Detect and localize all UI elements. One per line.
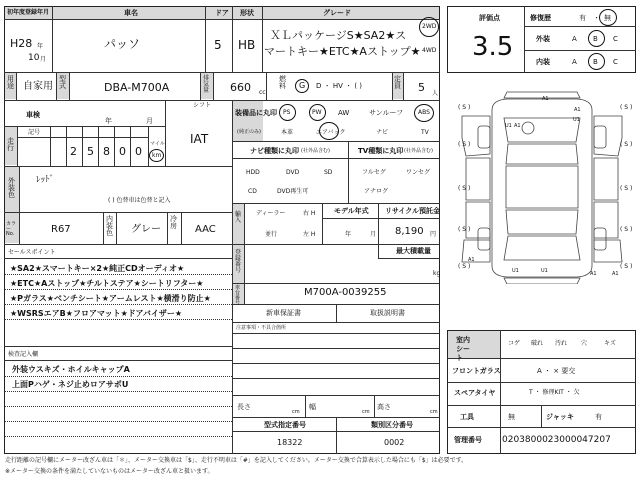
dim-height: 高さ	[377, 403, 391, 411]
selling-point: ★Pガラス★ベンチシート★アームレスト★横滑り防止★	[10, 294, 211, 303]
spare-tire-label: スペアタイヤ	[454, 389, 496, 397]
navi-hdd: HDD	[246, 169, 260, 176]
ac-value: AAC	[195, 224, 216, 235]
dim-length: 長さ	[237, 403, 251, 411]
damage-mark: A1	[574, 107, 581, 113]
fuel-value: G	[299, 81, 306, 90]
model-value: DBA-M700A	[104, 81, 170, 94]
door-count: 5	[214, 38, 222, 52]
tv-analog: アナログ	[364, 188, 389, 195]
mileage-digit: 0	[119, 145, 126, 158]
interior-item: キズ	[604, 340, 616, 347]
model-year-month: 月	[370, 231, 377, 238]
dim-height-unit: cm	[430, 409, 438, 415]
mileage-digit: 8	[103, 145, 110, 158]
ac-label: 冷房	[170, 215, 177, 230]
reg-year-suffix: 年	[37, 43, 44, 50]
inspector-note: 上面Pハゲ・ネジ止めロアサポU	[12, 380, 129, 389]
reg-month-suffix: 月	[40, 56, 47, 63]
ext-grade-b: B	[593, 35, 598, 43]
tv-label: TV種類に丸印	[358, 147, 404, 155]
repair-no: 無	[604, 14, 611, 22]
diagram-side-mark: ( S )	[458, 141, 471, 148]
equip-leather: 本革	[281, 129, 294, 136]
selling-point: ★WSRSエアB★フロアマット★ドアバイザー★	[10, 309, 183, 318]
interior-item: 汚れ	[555, 340, 568, 347]
category-value: 0002	[384, 438, 405, 447]
diagram-side-mark: ( S )	[458, 226, 471, 233]
navi-dvd: DVD	[286, 169, 300, 176]
capacity-value: 5	[418, 81, 425, 94]
import-left: 左 H	[303, 231, 316, 238]
footer-note: ※メーター交換の条件を満たしていないものはメーター改ざん車と扱います。	[5, 468, 214, 475]
doc-manual: 取扱説明書	[370, 309, 405, 317]
navi-sublabel: (社外品含む)	[301, 148, 330, 154]
equip-tv: TV	[421, 129, 429, 136]
car-name: パッソ	[104, 37, 141, 51]
mileage-label: 走行	[7, 137, 14, 152]
body-shape: HB	[238, 38, 256, 52]
color-code-value: R67	[51, 224, 71, 235]
equip-navi: ナビ	[376, 129, 389, 136]
import-label: 輸入	[235, 211, 242, 224]
damage-mark: U1	[573, 117, 580, 123]
notes-label: 注意事項・不具合箇所	[236, 325, 287, 331]
grade-line1: ＸＬパッケージS★SA2★ス	[270, 29, 407, 42]
mileage-km: km	[152, 152, 162, 159]
model-year-year: 年	[345, 231, 352, 238]
grade-label: グレード	[323, 9, 351, 17]
ext-grade-c: C	[613, 35, 618, 43]
diagram-side-mark: ( S )	[458, 263, 471, 270]
designation-label: 型式指定番号	[264, 421, 306, 429]
interior-item: 穴	[581, 340, 588, 347]
selling-points-label: セールスポイント	[8, 249, 56, 256]
damage-mark: A1	[514, 123, 521, 129]
front-glass-label: フロントガラス	[452, 367, 501, 375]
mgmt-label: 管理番号	[454, 436, 482, 444]
damage-mark: A1	[590, 271, 597, 277]
selling-point: ★ETC★Aストップ★チルトステア★シートリフター★	[10, 279, 204, 288]
color-code-label: カラーNo.	[6, 221, 17, 237]
damage-mark: A1	[542, 96, 549, 102]
selling-point: ★SA2★スマートキー×2★純正CDオーディオ★	[10, 264, 185, 273]
damage-mark: A1	[612, 271, 619, 277]
damage-mark: A1	[468, 257, 475, 263]
shift-value: IAT	[190, 132, 209, 146]
ext-grade-a: A	[572, 35, 577, 43]
navi-label: ナビ種類に丸印	[250, 147, 299, 155]
fuel-label: 燃料	[279, 75, 286, 90]
diagram-side-mark: ( S )	[620, 104, 633, 111]
dim-width-unit: cm	[362, 409, 370, 415]
car-name-label: 車名	[124, 9, 138, 17]
car-damage-diagram	[452, 88, 632, 284]
shift-label: シフト	[193, 102, 212, 109]
equip-sunroof: サンルーフ	[369, 109, 404, 117]
import-right: 右 H	[303, 210, 316, 217]
exterior-value: ﾚｯﾄﾞ	[36, 175, 55, 185]
navi-sd: SD	[324, 169, 333, 176]
capacity-unit: 人	[432, 90, 439, 97]
tv-fullseg: フルセグ	[362, 169, 386, 176]
interior-seat-label: 室内シート	[456, 336, 470, 363]
score-value: 3.5	[472, 32, 514, 62]
category-label: 類別区分番号	[371, 421, 413, 429]
displacement-value: 660	[230, 81, 251, 94]
jack-label: ジャッキ	[546, 413, 574, 421]
import-parallel: 並行	[265, 231, 278, 238]
drive-2wd: 2WD	[422, 23, 437, 30]
front-glass-value: A ・ × 要交	[537, 367, 576, 375]
capacity-label: 定員	[394, 75, 401, 90]
door-label: ドア	[215, 9, 229, 17]
use-label: 用途	[7, 75, 14, 90]
equip-aw: AW	[338, 109, 350, 117]
interior-color-value: グレー	[131, 224, 161, 235]
int-grade-b: B	[593, 58, 598, 66]
footer-note: 走行距離の記号欄にメーター改ざん車は「＊」、メーター交換車は「$」、走行不明車は「#」を記入してください。メーター交換で合算表示した場合にも「$」は必要です。	[5, 457, 468, 464]
recycle-yen: 円	[430, 231, 437, 238]
max-load-label: 最大積載量	[396, 247, 431, 255]
reg-date-label: 初年度登録年月	[7, 9, 50, 16]
int-grade-c: C	[613, 58, 618, 66]
damage-mark: U1	[505, 123, 512, 129]
equip-ps: PS	[283, 109, 291, 116]
score-label: 評価点	[479, 14, 500, 22]
diagram-side-mark: ( S )	[620, 141, 633, 148]
exterior-note: ( ) 色替車は色替と記入	[108, 197, 171, 204]
model-label: 型式	[59, 75, 66, 90]
import-dealer: ディーラー	[256, 210, 286, 217]
inspection-year: 年	[105, 117, 112, 125]
exterior-label: 外装色	[8, 177, 15, 199]
diagram-side-mark: ( S )	[620, 263, 633, 270]
diagram-side-mark: ( S )	[620, 226, 633, 233]
spare-tire-value: T ・ 修理KIT ・ 欠	[529, 389, 580, 396]
mileage-digit: 0	[135, 145, 142, 158]
mileage-digit: 2	[70, 145, 77, 158]
repair-label: 修復歴	[530, 14, 551, 22]
jack-value: 有	[595, 413, 602, 421]
frame-label: 車台番号	[235, 285, 241, 306]
mileage-index-label: 記号	[28, 129, 41, 136]
tv-oneseg: ワンセグ	[406, 169, 431, 176]
reg-era: H28	[10, 37, 33, 50]
recycle-label: リサイクル預託金	[385, 207, 441, 215]
tools-value: 無	[508, 413, 515, 421]
model-year-label: モデル年式	[334, 207, 369, 215]
reg-number-label: 登録番号	[235, 249, 242, 274]
mileage-mile: マイル	[150, 141, 165, 147]
interior-score-label: 内装	[536, 58, 550, 66]
recycle-value: 8,190	[395, 226, 424, 237]
dim-length-unit: cm	[292, 409, 300, 415]
shape-label: 形状	[240, 9, 254, 17]
dim-width: 幅	[309, 403, 316, 411]
inspector-note: 外装ウスキズ・ホイルキャップA	[12, 365, 130, 374]
designation-value: 18322	[277, 438, 303, 447]
tv-sublabel: (社外品含む)	[404, 148, 433, 154]
repair-dot: ・	[593, 14, 600, 22]
drive-4wd: 4WD	[422, 47, 437, 54]
use-value: 自家用	[23, 81, 53, 92]
equip-abs: ABS	[418, 109, 430, 116]
equip-airbag: エアバック	[316, 129, 346, 136]
interior-item: 破れ	[531, 340, 544, 347]
tools-label: 工具	[460, 413, 474, 421]
exterior-score-label: 外装	[536, 35, 550, 43]
equip-pw: PW	[312, 109, 322, 116]
damage-mark: U1	[541, 268, 548, 274]
mgmt-value: 0203800023000047207	[502, 435, 611, 445]
cc-unit: cc	[259, 89, 266, 96]
inspection-month: 月	[146, 117, 153, 125]
damage-mark: U1	[512, 268, 519, 274]
frame-value: M700A-0039255	[304, 287, 387, 298]
mileage-digit: 5	[87, 145, 94, 158]
equipment-sublabel: (純正のみ)	[237, 129, 261, 135]
repair-yes: 有	[579, 14, 586, 22]
max-load-unit: kg	[433, 270, 441, 277]
inspector-notes-label: 検査記入欄	[8, 351, 39, 358]
navi-cd: CD	[248, 188, 257, 195]
int-grade-a: A	[572, 58, 577, 66]
fuel-options: D ・ HV ・ ( )	[316, 82, 363, 90]
navi-dvd-play: DVD再生可	[277, 188, 309, 195]
diagram-side-mark: ( S )	[458, 104, 471, 111]
inspection-label: 車検	[26, 111, 40, 119]
diagram-side-mark: ( S )	[620, 185, 633, 192]
reg-month: 10	[28, 53, 40, 63]
diagram-side-mark: ( S )	[458, 185, 471, 192]
interior-item: コゲ	[508, 340, 521, 347]
doc-warranty: 新車保証書	[266, 309, 301, 317]
grade-line2: マートキー★ETC★Aストップ★	[264, 45, 421, 58]
interior-color-label: 内装色	[106, 215, 113, 237]
equipment-label: 装備品に丸印	[235, 109, 277, 117]
displacement-label: 排気量	[203, 75, 210, 94]
